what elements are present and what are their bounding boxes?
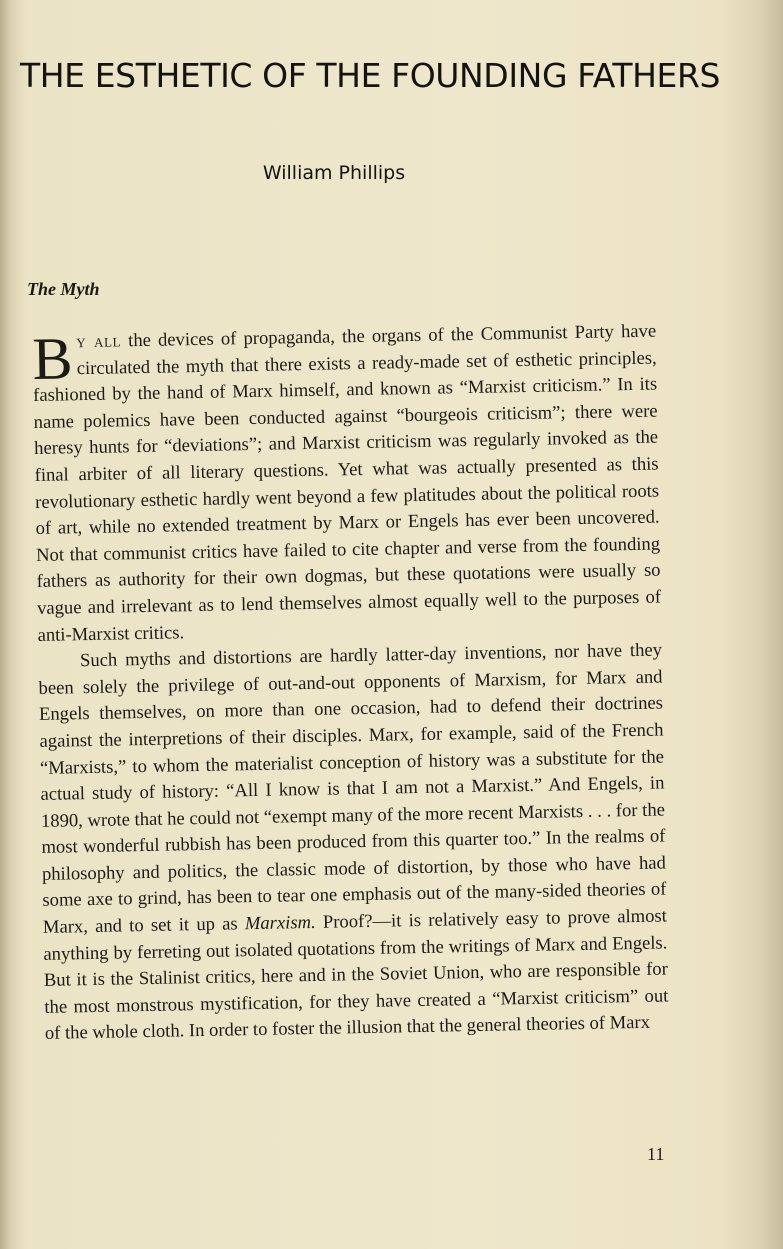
lead-in-small-caps: y all [76, 330, 122, 353]
italic-term: Marxism. [244, 911, 316, 935]
author-name: William Phillips [262, 162, 406, 184]
page-number: 11 [647, 1144, 665, 1164]
paragraph-2-text-end: Proof?—it is relatively easy to prove almost anything by ferreting out isolated quotations from the writings of Marx and Engels. But it is the Stalinist critics, here and in the Soviet Union, who are responsible for the most monstrous mystification, for they have created a “Marxist criticism” out of the whole cloth. In order to foster the illusion that the general theories of Marx [43, 905, 669, 1045]
paragraph-2 [38, 638, 669, 1048]
article-body [32, 319, 669, 1048]
paragraph-1 [32, 319, 662, 650]
article-title: THE ESTHETIC OF THE FOUNDING FATHERS [20, 56, 721, 95]
section-heading: The Myth [27, 279, 100, 299]
paragraph-2-text-start: Such myths and distortions are hardly latter-day inventions, nor have they been solely the privilege of out-and-out opponents of Marxism, for Marx and Engels themselves, on more than one occasion, had to defend their doctrines against the interpretions of their disciples. Marx, for example, said of the French “Marxists,” to whom the materialist conception of history was a substitute for the actual study of history: “All I know is that I am not a Marxist.” And Engels, in 1890, wrote that he could not “exempt many of the more recent Marxists . . . for the most wonderful rubbish has been produced from this quarter too.” In the realms of philosophy and politics, the classic mode of distortion, by those who have had some axe to grind, has been to tear one emphasis out of the many-sided theories of Marx, and to set it up as [38, 639, 667, 938]
paragraph-1-text: the devices of propaganda, the organs of the Communist Party have circulated the myth that there exists a ready-made set of esthetic principles, fashioned by the hand of Marx himself, and known as “Marxist criticism.” In its name polemics have been conducted against “bourgeois criticism”; there were heresy hunts for “deviations”; and Marxist criticism was regularly invoked as the final arbiter of all literary questions. Yet what was actually presented as this revolutionary esthetic hardly went beyond a few platitudes about the political roots of art, while no extended treatment by Marx or Engels has ever been uncovered. Not that communist critics have failed to cite chapter and verse from the founding fathers as authority for their own dogmas, but these quotations were usually so vague and irrelevant as to lend themselves almost equally well to the purposes of anti-Marxist critics. [33, 320, 662, 646]
drop-cap: B [31, 325, 74, 392]
